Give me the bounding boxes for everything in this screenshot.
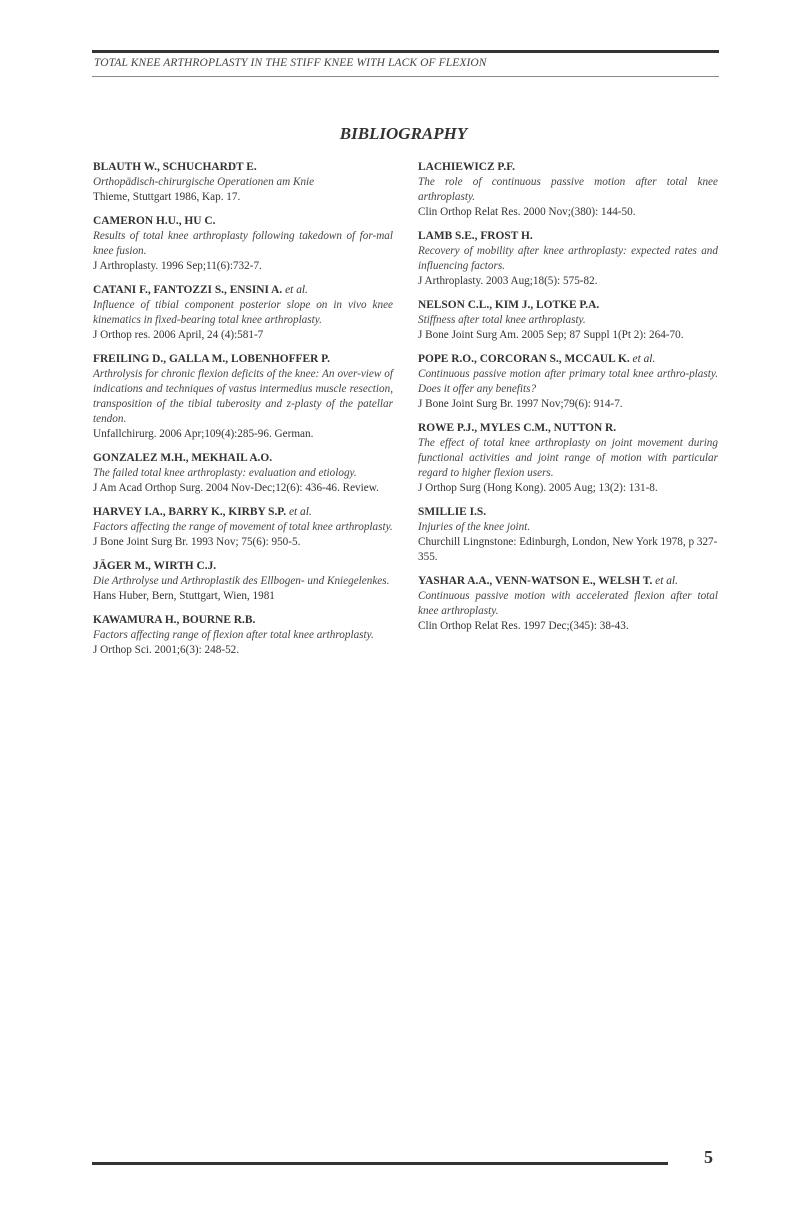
reference-entry bbox=[93, 451, 393, 496]
reference-entry bbox=[418, 505, 718, 565]
reference-source: J Bone Joint Surg Br. 1997 Nov;79(6): 914-7. bbox=[418, 398, 623, 410]
reference-entry bbox=[93, 613, 393, 658]
reference-title: Continuous passive motion after primary total knee arthro-plasty. Does it offer any benefits? bbox=[418, 368, 718, 395]
reference-title: Die Arthrolyse und Arthroplastik des Ellbogen- und Kniegelenkes. bbox=[93, 575, 390, 587]
reference-authors-text: KAWAMURA H., BOURNE R.B. bbox=[93, 614, 256, 626]
reference-authors bbox=[418, 421, 718, 436]
reference-authors bbox=[418, 352, 718, 367]
reference-entry bbox=[93, 559, 393, 604]
reference-etal: et al. bbox=[288, 506, 312, 518]
reference-authors bbox=[93, 214, 393, 229]
section-title: BIBLIOGRAPHY bbox=[339, 124, 468, 143]
reference-entry bbox=[418, 574, 718, 634]
reference-source: J Orthop res. 2006 April, 24 (4):581-7 bbox=[93, 329, 264, 341]
reference-source: J Orthop Sci. 2001;6(3): 248-52. bbox=[93, 644, 240, 656]
reference-title: Factors affecting the range of movement of total knee arthroplasty. bbox=[93, 521, 393, 533]
reference-title: Results of total knee arthroplasty following takedown of for-mal knee fusion. bbox=[93, 230, 393, 257]
reference-authors-text: YASHAR A.A., VENN-WATSON E., WELSH T. bbox=[418, 575, 653, 587]
reference-entry bbox=[418, 352, 718, 412]
reference-authors bbox=[418, 160, 718, 175]
reference-authors bbox=[93, 283, 393, 298]
reference-title: Factors affecting range of flexion after total knee arthroplasty. bbox=[93, 629, 374, 641]
reference-authors-text: NELSON C.L., KIM J., LOTKE P.A. bbox=[418, 299, 600, 311]
reference-authors-text: CATANI F., FANTOZZI S., ENSINI A. bbox=[93, 284, 283, 296]
reference-entry bbox=[418, 229, 718, 289]
reference-title: Orthopädisch-chirurgische Operationen am Knie bbox=[93, 176, 315, 188]
bibliography-right-column bbox=[418, 160, 718, 643]
reference-authors-text: GONZALEZ M.H., MEKHAIL A.O. bbox=[93, 452, 273, 464]
reference-source: Thieme, Stuttgart 1986, Kap. 17. bbox=[93, 191, 241, 203]
reference-title: Continuous passive motion with accelerated flexion after total knee arthroplasty. bbox=[418, 590, 718, 617]
reference-authors-text: SMILLIE I.S. bbox=[418, 506, 487, 518]
reference-title: The role of continuous passive motion after total knee arthroplasty. bbox=[418, 176, 718, 203]
reference-title: Stiffness after total knee arthroplasty. bbox=[418, 314, 586, 326]
reference-authors bbox=[418, 229, 718, 244]
reference-etal: et al. bbox=[285, 284, 308, 296]
reference-authors bbox=[93, 559, 393, 574]
reference-authors-text: BLAUTH W., SCHUCHARDT E. bbox=[93, 161, 257, 173]
header-top-rule bbox=[92, 50, 719, 53]
reference-authors-text: FREILING D., GALLA M., LOBENHOFFER P. bbox=[93, 353, 330, 365]
reference-source: J Am Acad Orthop Surg. 2004 Nov-Dec;12(6): 436-46. Review. bbox=[93, 482, 379, 494]
reference-source: J Arthroplasty. 1996 Sep;11(6):732-7. bbox=[93, 260, 262, 272]
reference-source: Clin Orthop Relat Res. 2000 Nov;(380): 144-50. bbox=[418, 206, 636, 218]
reference-authors-text: JÄGER M., WIRTH C.J. bbox=[93, 560, 217, 572]
reference-title: Arthrolysis for chronic flexion deficits of the knee: An over-view of indications and techniques of vastus intermedius muscle resection, transposition of the tibial tuberosity and z-plasty of the patellar tendon. bbox=[93, 368, 393, 425]
reference-entry bbox=[93, 283, 393, 343]
reference-authors bbox=[418, 505, 718, 520]
reference-source: Hans Huber, Bern, Stuttgart, Wien, 1981 bbox=[93, 590, 275, 602]
reference-source: J Bone Joint Surg Br. 1993 Nov; 75(6): 950-5. bbox=[93, 536, 301, 548]
reference-authors-text: HARVEY I.A., BARRY K., KIRBY S.P. bbox=[93, 506, 287, 518]
reference-authors bbox=[93, 613, 393, 628]
reference-authors bbox=[93, 505, 393, 520]
footer-rule bbox=[92, 1162, 668, 1165]
reference-title: Recovery of mobility after knee arthroplasty: expected rates and influencing factors. bbox=[418, 245, 718, 272]
reference-etal: et al. bbox=[655, 575, 678, 587]
reference-authors-text: CAMERON H.U., HU C. bbox=[93, 215, 216, 227]
reference-authors bbox=[93, 451, 393, 466]
reference-authors bbox=[93, 352, 393, 367]
reference-authors-text: POPE R.O., CORCORAN S., MCCAUL K. bbox=[418, 353, 630, 365]
reference-source: Churchill Lingnstone: Edinburgh, London, New York 1978, p 327-355. bbox=[418, 536, 718, 563]
reference-authors bbox=[418, 298, 718, 313]
bibliography-left-column bbox=[93, 160, 393, 667]
reference-title: The failed total knee arthroplasty: evaluation and etiology. bbox=[93, 467, 357, 479]
reference-entry bbox=[418, 298, 718, 343]
reference-entry bbox=[418, 160, 718, 220]
reference-entry bbox=[93, 352, 393, 442]
reference-authors-text: LACHIEWICZ P.F. bbox=[418, 161, 515, 173]
reference-entry bbox=[418, 421, 718, 496]
reference-entry bbox=[93, 505, 393, 550]
reference-authors-text: LAMB S.E., FROST H. bbox=[418, 230, 533, 242]
page-number: 5 bbox=[704, 1147, 713, 1167]
reference-entry bbox=[93, 160, 393, 205]
reference-title: Injuries of the knee joint. bbox=[418, 521, 531, 533]
reference-authors-text: ROWE P.J., MYLES C.M., NUTTON R. bbox=[418, 422, 617, 434]
reference-authors bbox=[418, 574, 718, 589]
reference-source: Clin Orthop Relat Res. 1997 Dec;(345): 38-43. bbox=[418, 620, 629, 632]
reference-source: Unfallchirurg. 2006 Apr;109(4):285-96. German. bbox=[93, 428, 314, 440]
reference-source: J Orthop Surg (Hong Kong). 2005 Aug; 13(2): 131-8. bbox=[418, 482, 658, 494]
reference-entry bbox=[93, 214, 393, 274]
header-bottom-rule bbox=[92, 76, 719, 77]
reference-title: The effect of total knee arthroplasty on joint movement during functional activities and joint range of motion with particular regard to higher flexion users. bbox=[418, 437, 718, 479]
reference-source: J Bone Joint Surg Am. 2005 Sep; 87 Suppl 1(Pt 2): 264-70. bbox=[418, 329, 684, 341]
running-header: TOTAL KNEE ARTHROPLASTY IN THE STIFF KNEE WITH LACK OF FLEXION bbox=[94, 57, 487, 69]
reference-authors bbox=[93, 160, 393, 175]
reference-etal: et al. bbox=[632, 353, 656, 365]
reference-source: J Arthroplasty. 2003 Aug;18(5): 575-82. bbox=[418, 275, 598, 287]
reference-title: Influence of tibial component posterior slope on in vivo knee kinematics in fixed-bearing total knee arthroplasty. bbox=[93, 299, 393, 326]
